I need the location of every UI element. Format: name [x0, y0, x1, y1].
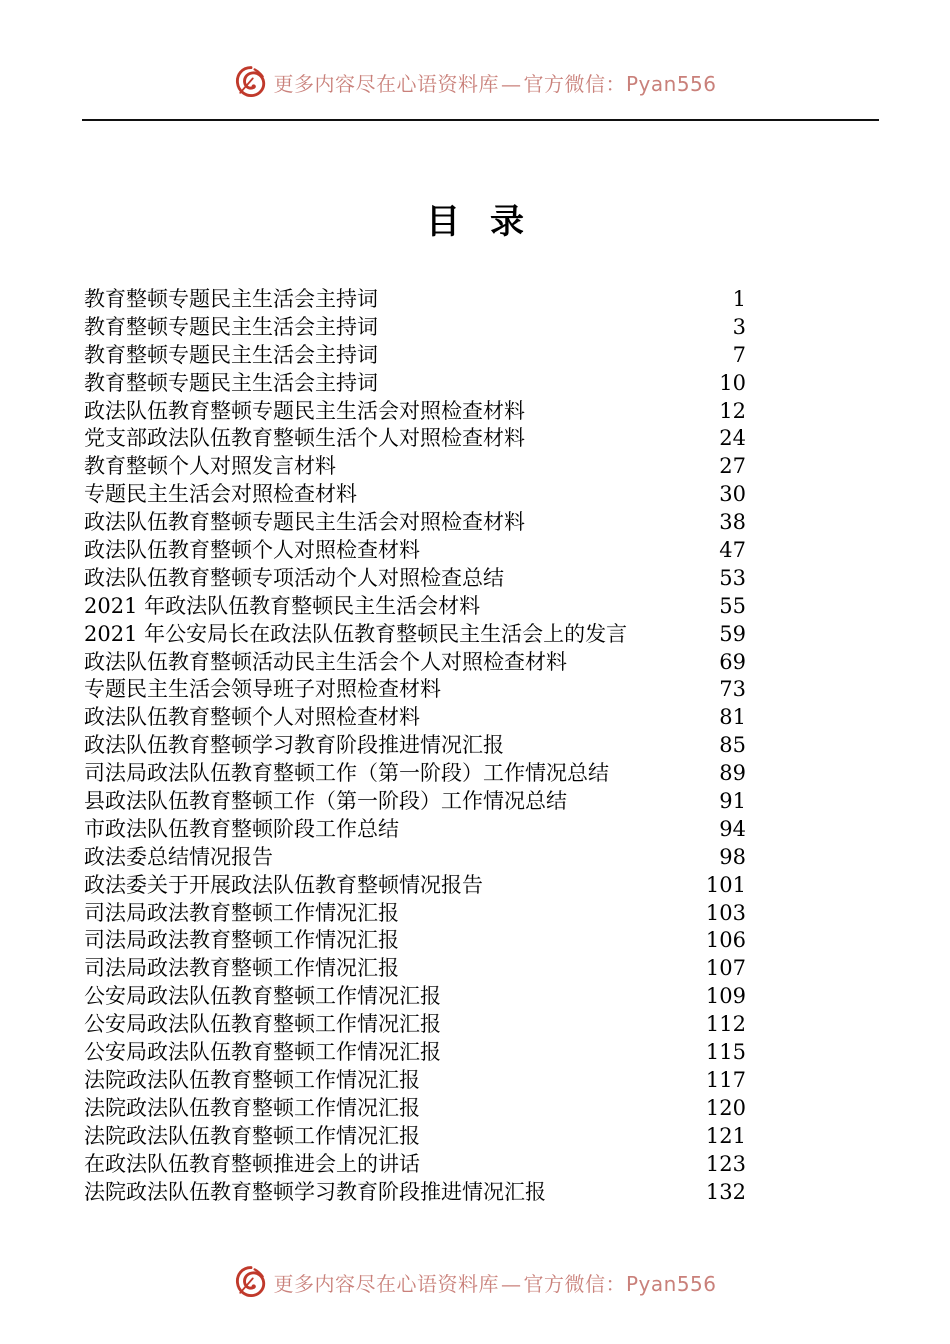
toc-entry[interactable] [84, 704, 746, 732]
toc-entry-page-number: 10 [719, 370, 746, 395]
toc-entry[interactable] [84, 1179, 746, 1207]
toc-entry-title: 法院政法队伍教育整顿工作情况汇报 [84, 1067, 420, 1092]
toc-entry[interactable] [84, 732, 746, 760]
banner-official-label: 官方微信： [523, 1271, 626, 1296]
toc-entry-title: 政法队伍教育整顿专题民主生活会对照检查材料 [84, 510, 525, 535]
toc-entry-title: 教育整顿专题民主生活会主持词 [84, 314, 378, 339]
page-title: 目录 [426, 202, 554, 242]
toc-entry-page-number: 81 [719, 705, 746, 730]
toc-entry[interactable] [84, 286, 746, 314]
toc-entry[interactable] [84, 1095, 746, 1123]
toc-entry-page-number: 89 [719, 761, 746, 786]
toc-entry[interactable] [84, 1123, 746, 1151]
toc-entry-page-number: 59 [719, 621, 746, 646]
toc-entry[interactable] [84, 649, 746, 677]
toc-entry-page-number: 38 [719, 510, 746, 535]
toc-entry[interactable] [84, 370, 746, 398]
toc-entry[interactable] [84, 900, 746, 928]
toc-entry-title: 教育整顿个人对照发言材料 [84, 454, 336, 479]
table-of-contents [84, 286, 746, 1206]
toc-entry-title: 教育整顿专题民主生活会主持词 [84, 342, 378, 367]
toc-entry-page-number: 12 [719, 398, 746, 423]
toc-entry-page-number: 101 [705, 872, 746, 897]
toc-entry-title: 政法队伍教育整顿活动民主生活会个人对照检查材料 [84, 649, 567, 674]
toc-entry-title: 司法局政法队伍教育整顿工作（第一阶段）工作情况总结 [84, 761, 609, 786]
toc-entry[interactable] [84, 537, 746, 565]
toc-entry[interactable] [84, 565, 746, 593]
footer-banner [0, 1262, 950, 1302]
toc-entry-page-number: 120 [705, 1095, 746, 1120]
toc-entry[interactable] [84, 621, 746, 649]
toc-entry-title: 法院政法队伍教育整顿学习教育阶段推进情况汇报 [84, 1179, 546, 1204]
toc-entry-title: 专题民主生活会领导班子对照检查材料 [84, 677, 441, 702]
toc-entry-title: 政法委总结情况报告 [84, 844, 273, 869]
toc-entry-title: 政法队伍教育整顿专题民主生活会对照检查材料 [84, 398, 525, 423]
toc-entry-page-number: 121 [705, 1123, 746, 1148]
toc-entry-title: 县政法队伍教育整顿工作（第一阶段）工作情况总结 [84, 789, 567, 814]
toc-entry[interactable] [84, 342, 746, 370]
banner-main-text: 更多内容尽在心语资料库 [273, 71, 499, 96]
toc-entry-page-number: 107 [705, 956, 746, 981]
toc-entry-title: 政法队伍教育整顿个人对照检查材料 [84, 538, 420, 563]
toc-entry-title: 政法队伍教育整顿学习教育阶段推进情况汇报 [84, 733, 504, 758]
toc-entry-title: 公安局政法队伍教育整顿工作情况汇报 [84, 984, 441, 1009]
header-banner-text [273, 68, 716, 97]
feather-swirl-logo-icon [233, 64, 269, 100]
banner-separator: — [500, 1271, 522, 1296]
toc-entry-page-number: 85 [719, 733, 746, 758]
header-divider [82, 119, 879, 121]
toc-entry-page-number: 117 [705, 1067, 746, 1092]
toc-entry[interactable] [84, 983, 746, 1011]
footer-banner-text [273, 1268, 716, 1297]
toc-entry[interactable] [84, 955, 746, 983]
toc-entry[interactable] [84, 1151, 746, 1179]
toc-entry-page-number: 115 [705, 1040, 746, 1065]
toc-entry[interactable] [84, 927, 746, 955]
toc-entry-title: 教育整顿专题民主生活会主持词 [84, 370, 378, 395]
toc-entry-page-number: 69 [719, 649, 746, 674]
banner-official-label: 官方微信： [523, 71, 626, 96]
toc-entry-page-number: 98 [719, 844, 746, 869]
toc-entry-page-number: 94 [719, 816, 746, 841]
toc-entry-title: 政法队伍教育整顿个人对照检查材料 [84, 705, 420, 730]
toc-entry[interactable] [84, 453, 746, 481]
toc-entry[interactable] [84, 676, 746, 704]
toc-entry[interactable] [84, 481, 746, 509]
toc-entry-page-number: 53 [719, 565, 746, 590]
toc-entry-page-number: 103 [705, 900, 746, 925]
toc-entry-page-number: 106 [705, 928, 746, 953]
toc-entry-page-number: 24 [719, 426, 746, 451]
toc-entry[interactable] [84, 1067, 746, 1095]
toc-entry[interactable] [84, 398, 746, 426]
toc-entry-page-number: 109 [705, 984, 746, 1009]
toc-entry-title: 司法局政法教育整顿工作情况汇报 [84, 956, 399, 981]
toc-entry[interactable] [84, 509, 746, 537]
toc-entry[interactable] [84, 844, 746, 872]
toc-entry-title: 法院政法队伍教育整顿工作情况汇报 [84, 1123, 420, 1148]
toc-entry-title: 2021 年公安局长在政法队伍教育整顿民主生活会上的发言 [84, 621, 628, 646]
toc-entry[interactable] [84, 593, 746, 621]
banner-wechat-id: Pyan556 [625, 1271, 717, 1296]
toc-entry-title: 专题民主生活会对照检查材料 [84, 482, 357, 507]
toc-entry-page-number: 7 [732, 342, 746, 367]
toc-entry-title: 在政法队伍教育整顿推进会上的讲话 [84, 1151, 420, 1176]
toc-entry[interactable] [84, 760, 746, 788]
toc-entry-page-number: 30 [719, 482, 746, 507]
toc-entry-title: 法院政法队伍教育整顿工作情况汇报 [84, 1095, 420, 1120]
toc-entry-page-number: 3 [732, 314, 746, 339]
toc-entry-page-number: 91 [719, 789, 746, 814]
toc-entry-title: 政法委关于开展政法队伍教育整顿情况报告 [84, 872, 483, 897]
toc-entry-title: 公安局政法队伍教育整顿工作情况汇报 [84, 1040, 441, 1065]
toc-entry[interactable] [84, 1039, 746, 1067]
toc-entry-title: 2021 年政法队伍教育整顿民主生活会材料 [84, 593, 481, 618]
toc-entry[interactable] [84, 816, 746, 844]
toc-entry[interactable] [84, 872, 746, 900]
toc-entry-title: 公安局政法队伍教育整顿工作情况汇报 [84, 1012, 441, 1037]
toc-entry-page-number: 73 [719, 677, 746, 702]
toc-entry-page-number: 123 [705, 1151, 746, 1176]
toc-entry-page-number: 55 [719, 593, 746, 618]
toc-entry-page-number: 47 [719, 538, 746, 563]
toc-entry-page-number: 27 [719, 454, 746, 479]
toc-entry-page-number: 132 [705, 1179, 746, 1204]
toc-entry-title: 市政法队伍教育整顿阶段工作总结 [84, 816, 399, 841]
toc-entry[interactable] [84, 1011, 746, 1039]
toc-entry-title: 政法队伍教育整顿专项活动个人对照检查总结 [84, 565, 504, 590]
toc-entry[interactable] [84, 314, 746, 342]
toc-entry-title: 司法局政法教育整顿工作情况汇报 [84, 928, 399, 953]
banner-wechat-id: Pyan556 [625, 71, 717, 96]
toc-entry-page-number: 112 [705, 1012, 746, 1037]
footer-banner-content [233, 1264, 716, 1300]
header-banner-content [233, 64, 716, 100]
toc-entry-title: 党支部政法队伍教育整顿生活个人对照检查材料 [84, 426, 525, 451]
header-banner [0, 62, 950, 102]
toc-entry[interactable] [84, 788, 746, 816]
banner-separator: — [500, 71, 522, 96]
toc-entry-title: 教育整顿专题民主生活会主持词 [84, 287, 378, 311]
toc-entry[interactable] [84, 425, 746, 453]
feather-swirl-logo-icon [233, 1264, 269, 1300]
toc-entry-title: 司法局政法教育整顿工作情况汇报 [84, 900, 399, 925]
banner-main-text: 更多内容尽在心语资料库 [273, 1271, 499, 1296]
toc-entry-page-number: 1 [732, 287, 746, 311]
